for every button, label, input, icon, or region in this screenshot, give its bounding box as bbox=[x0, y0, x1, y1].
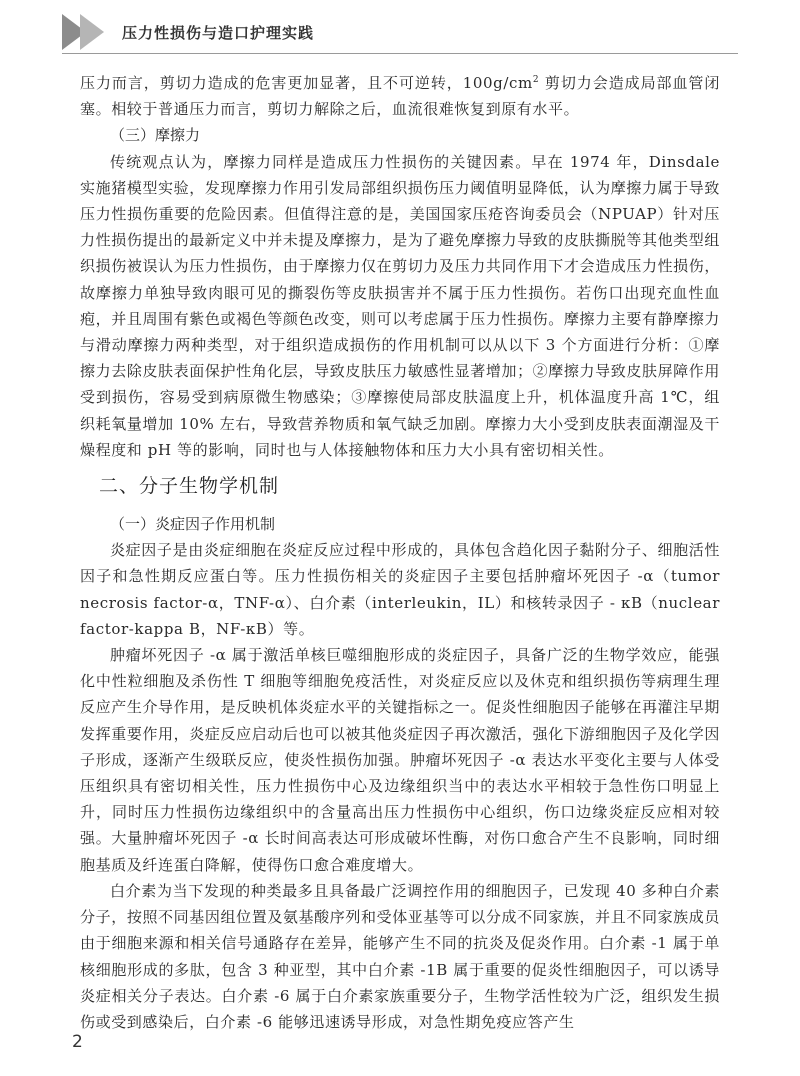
section-heading-molecular: 二、分子生物学机制 bbox=[99, 475, 280, 498]
paragraph-tnf: 肿瘤坏死因子 -α 属于激活单核巨噬细胞形成的炎症因子，具备广泛的生物学效应，能强化中性粒细胞及杀伤性 T 细胞等细胞免疫活性，对炎症反应以及休克和组织损伤等病理生理反应产生介导作用，是反映机体炎症水平的关键指标之一。促炎性细胞因子能够在再灌注早期发挥重要作用，炎症反应启动后也可以被其他炎症因子再次激活，强化下游细胞因子及化学因子形成，逐渐产生级联反应，使炎性损伤加强。肿瘤坏死因子 -α 表达水平变化主要与人体受压组织具有密切相关性，压力性损伤中心及边缘组织当中的表达水平相较于急性伤口明显上升，同时压力性损伤边缘组织中的含量高出压力性损伤中心组织，伤口边缘炎症反应相对较强。大量肿瘤坏死因子 -α 长时间高表达可形成破坏性酶，对伤口愈合产生不良影响，同时细胞基质及纤连蛋白降解，使得伤口愈合难度增大。 bbox=[80, 646, 720, 874]
subsection-heading-inflammation: （一）炎症因子作用机制 bbox=[110, 515, 276, 534]
paragraph-interleukin: 白介素为当下发现的种类最多且具备最广泛调控作用的细胞因子，已发现 40 多种白介素分子，按照不同基因组位置及氨基酸序列和受体亚基等可以分成不同家族，并且不同家族成员由于细胞来源和相关信号通路存在差异，能够产生不同的抗炎及促炎作用。白介素 -1 属于单核细胞形成的多肽，包含 3 种亚型，其中白介素 -1B 属于重要的促炎性细胞因子，可以诱导炎症相关分子表达。白介素 -6 属于白介素家族重要分子，生物学活性较为广泛，组织发生损伤或受到感染后，白介素 -6 能够迅速诱导形成，对急性期免疫应答产生 bbox=[80, 881, 720, 1031]
chevron-right-icon bbox=[62, 14, 112, 50]
header-divider bbox=[62, 53, 738, 54]
subsection-heading-friction: （三）摩擦力 bbox=[110, 126, 201, 145]
page-body bbox=[80, 70, 720, 1035]
paragraph-friction: 传统观点认为，摩擦力同样是造成压力性损伤的关键因素。早在 1974 年，Dinsdale 实施猪模型实验，发现摩擦力作用引发局部组织损伤压力阈值明显降低，认为摩擦力属于导致压力性损伤重要的危险因素。但值得注意的是，美国国家压疮咨询委员会（NPUAP）针对压力性损伤提出的最新定义中并未提及摩擦力，是为了避免摩擦力导致的皮肤撕脱等其他类型组织损伤被误认为压力性损伤，由于摩擦力仅在剪切力及压力共同作用下才会造成压力性损伤，故摩擦力单独导致肉眼可见的撕裂伤等皮肤损害并不属于压力性损伤。若伤口出现充血性血疱，并且周围有紫色或褐色等颜色改变，则可以考虑属于压力性损伤。摩擦力主要有静摩擦力与滑动摩擦力两种类型，对于组织造成损伤的作用机制可以从以下 3 个方面进行分析：①摩擦力去除皮肤表面保护性角化层，导致皮肤压力敏感性显著增加；②摩擦力导致皮肤屏障作用受到损伤，容易受到病原微生物感染；③摩擦使局部皮肤温度上升，机体温度升高 1℃，组织耗氧量增加 10% 左右，导致营养物质和氧气缺乏加剧。摩擦力大小受到皮肤表面潮湿及干燥程度和 pH 等的影响，同时也与人体接触物体和压力大小具有密切相关性。 bbox=[80, 152, 720, 459]
book-title: 压力性损伤与造口护理实践 bbox=[122, 24, 315, 42]
running-header bbox=[0, 0, 800, 56]
paragraph-shear-continued: 压力而言，剪切力造成的危害更加显著，且不可逆转，$100g/cm^2$ 剪切力会造成局部血管闭塞。相较于普通压力而言，剪切力解除之后，血流很难恢复到原有水平。 bbox=[80, 74, 720, 119]
paragraph-inflammation: 炎症因子是由炎症细胞在炎症反应过程中形成的，具体包含趋化因子黏附分子、细胞活性因子和急性期反应蛋白等。压力性损伤相关的炎症因子主要包括肿瘤坏死因子 -α（tumor necrosis factor-α，TNF-α）、白介素（interleukin，IL）和核转录因子 - κB（nuclear factor-kappa B，NF-κB）等。 bbox=[80, 541, 720, 638]
page-number: 2 bbox=[72, 1032, 83, 1052]
